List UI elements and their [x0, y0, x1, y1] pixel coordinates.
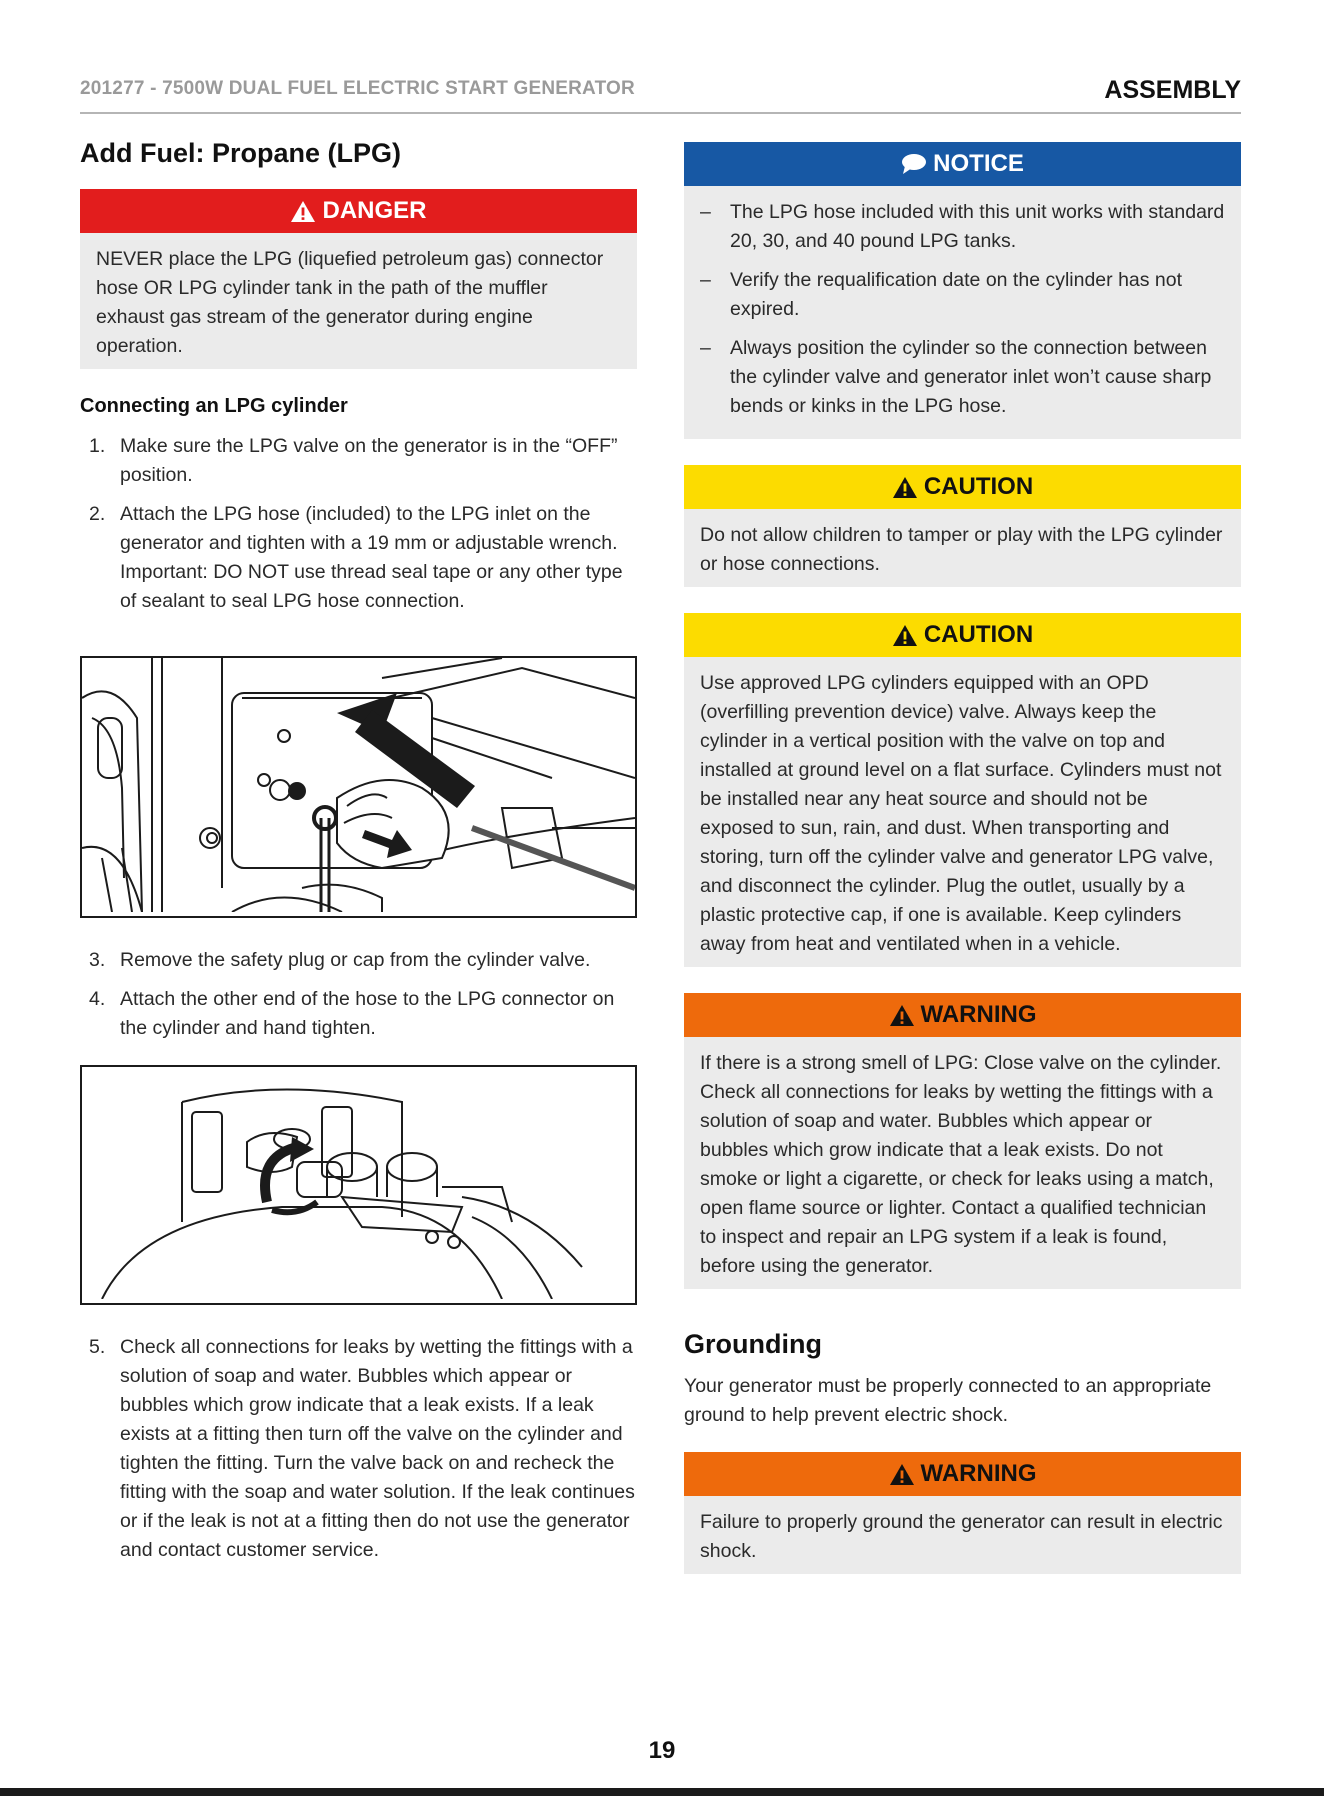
warning-box-lpg-smell — [684, 993, 1241, 1289]
steps-list-b — [80, 946, 637, 1043]
grounding-heading: Grounding — [684, 1329, 822, 1359]
generator-lpg-inlet-illustration — [80, 656, 637, 918]
lpg-cylinder-illustration — [80, 1065, 637, 1305]
right-column — [684, 142, 1241, 1600]
warning-text: Failure to properly ground the generator can result in electric shock. — [700, 1511, 1223, 1562]
caution-banner — [684, 613, 1241, 657]
notice-label: NOTICE — [933, 150, 1024, 177]
list-item: 2. Attach the LPG hose (included) to the LPG inlet on the generator and tighten with a 19 mm or adjustable wrench. Important: DO NOT use thread seal tape or any other type of sealant to seal LPG hose connection. — [89, 503, 623, 612]
list-item: 5. Check all connections for leaks by wetting the fittings with a solution of soap and water. Bubbles which appear or bubbles which grow indicate that a leak exists. If a leak exists at a fitting then turn off the valve on the cylinder and tighten the fitting. Turn the valve back on and recheck the fitting with the soap and water solution. If the leak continues or if the leak is not at a fitting then do not use the generator and contact customer service. — [89, 1336, 635, 1561]
page-heading: Add Fuel: Propane (LPG) — [80, 138, 401, 168]
caution-box-cylinders — [684, 613, 1241, 967]
caution-label: CAUTION — [923, 621, 1034, 648]
warning-triangle-icon — [889, 1463, 915, 1486]
steps-list-c — [80, 1333, 637, 1565]
subheading-connecting: Connecting an LPG cylinder — [80, 395, 348, 417]
speech-bubble-icon — [901, 153, 927, 175]
header-divider — [80, 112, 1241, 114]
danger-text: NEVER place the LPG (liquefied petroleum gas) connector hose OR LPG cylinder tank in the path of the muffler exhaust gas stream of the generator during engine operation. — [96, 248, 604, 357]
bottom-border — [0, 1788, 1324, 1796]
grounding-text: Your generator must be properly connected to an appropriate ground to help prevent electric shock. — [684, 1375, 1212, 1426]
danger-label: DANGER — [322, 197, 427, 224]
danger-banner — [80, 189, 637, 233]
list-item: – Always position the cylinder so the connection between the cylinder valve and generator inlet won’t cause sharp bends or kinks in the LPG hose. — [700, 337, 1212, 417]
notice-banner — [684, 142, 1241, 186]
warning-triangle-icon — [892, 476, 918, 499]
warning-banner — [684, 1452, 1241, 1496]
page-number: 19 — [648, 1737, 676, 1764]
warning-text: If there is a strong smell of LPG: Close valve on the cylinder. Check all connections for leaks by wetting the fittings with a solution of soap and water. Bubbles which appear or bubbles which grow indicate that a leak exists. Do not smoke or light a cigarette, or check for leaks using a match, open flame source or lighter. Contact a qualified technician to inspect and repair an LPG system if a leak is found, before using the generator. — [700, 1052, 1222, 1277]
list-item: 4. Attach the other end of the hose to the LPG connector on the cylinder and hand tighten. — [89, 988, 615, 1039]
danger-box — [80, 189, 637, 369]
warning-label: WARNING — [920, 1460, 1037, 1487]
cylinder-illustration-svg — [82, 1067, 635, 1299]
caution-label: CAUTION — [923, 473, 1034, 500]
warning-triangle-icon — [889, 1004, 915, 1027]
warning-box-grounding — [684, 1452, 1241, 1574]
generator-illustration-svg — [82, 658, 635, 912]
notice-box — [684, 142, 1241, 439]
notice-body — [684, 186, 1241, 439]
warning-label: WARNING — [920, 1001, 1037, 1028]
list-item: 1. Make sure the LPG valve on the generator is in the “OFF” position. — [89, 435, 618, 486]
caution-banner — [684, 465, 1241, 509]
warning-banner — [684, 993, 1241, 1037]
caution-text: Use approved LPG cylinders equipped with an OPD (overfilling prevention device) valve. Always keep the cylinder in a vertical position with the valve on top and installed at ground level on a flat surface. Cylinders must not be installed near any heat source and should not be exposed to sun, rain, and dust. When transporting and storing, turn off the cylinder valve and generator LPG valve, and disconnect the cylinder. Plug the outlet, usually by a plastic protective cap, if one is available. Keep cylinders away from heat and ventilated when in a vehicle. — [700, 672, 1222, 955]
caution-text: Do not allow children to tamper or play with the LPG cylinder or hose connections. — [700, 524, 1223, 575]
document-title: 201277 - 7500W DUAL FUEL ELECTRIC START GENERATOR — [80, 78, 635, 99]
list-item: – The LPG hose included with this unit works with standard 20, 30, and 40 pound LPG tanks. — [700, 201, 1225, 252]
left-column — [80, 130, 637, 1575]
warning-triangle-icon — [290, 200, 316, 223]
list-item: – Verify the requalification date on the cylinder has not expired. — [700, 269, 1183, 320]
caution-box-children — [684, 465, 1241, 587]
warning-triangle-icon — [892, 624, 918, 647]
steps-list-a — [80, 432, 637, 616]
section-title: ASSEMBLY — [1104, 76, 1241, 104]
list-item: 3. Remove the safety plug or cap from the cylinder valve. — [89, 949, 591, 971]
